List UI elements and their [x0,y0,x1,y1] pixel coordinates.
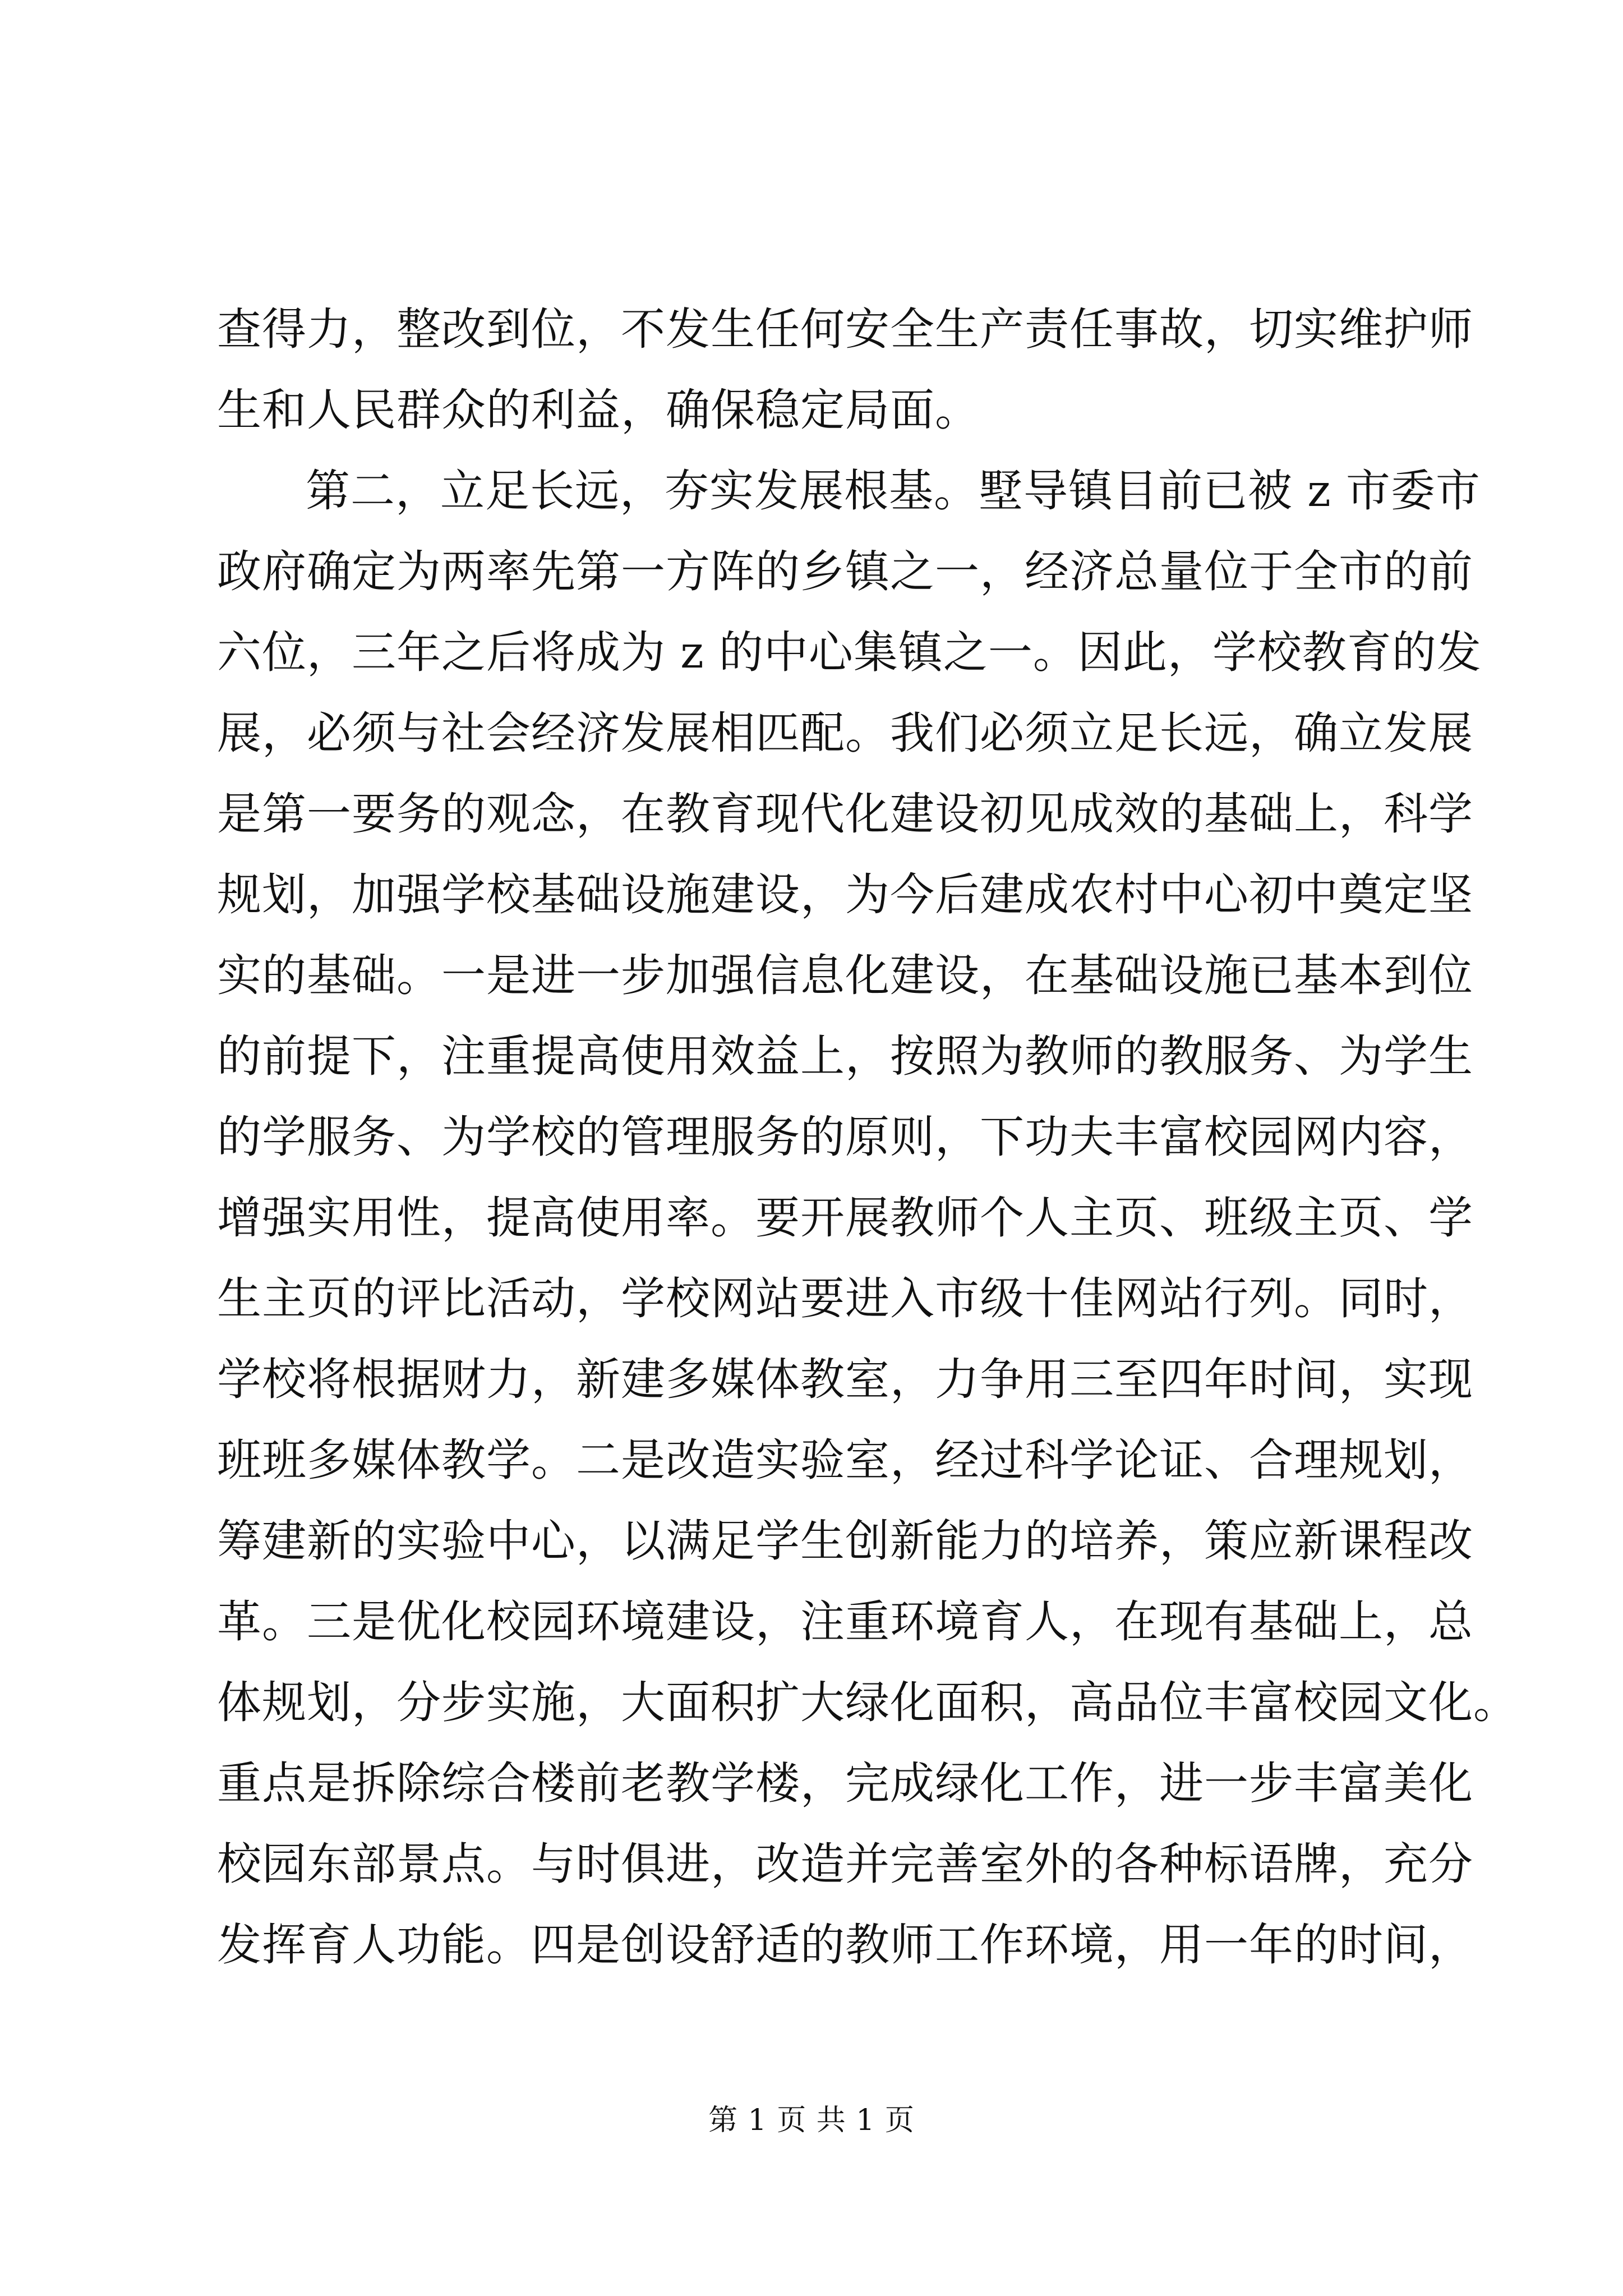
paragraph-line: 生主页的评比活动，学校网站要进入市级十佳网站行列。同时， [217,1273,1473,1324]
paragraph-line: 革。三是优化校园环境建设，注重环境育人，在现有基础上，总 [217,1596,1473,1648]
paragraph-line: 政府确定为两率先第一方阵的乡镇之一，经济总量位于全市的前 [217,546,1473,597]
paragraph-line: 生和人民群众的利益，确保稳定局面。 [217,384,980,436]
paragraph-line: 规划，加强学校基础设施建设，为今后建成农村中心初中奠定坚 [217,869,1473,921]
paragraph-line: 实的基础。一是进一步加强信息化建设，在基础设施已基本到位 [217,950,1473,1001]
paragraph-line: 班班多媒体教学。二是改造实验室，经过科学论证、合理规划， [217,1434,1473,1486]
document-body [217,289,1518,1985]
paragraph-line: 第二，立足长远，夯实发展根基。墅导镇目前已被 z 市委市 [306,465,1481,517]
paragraph-line: 是第一要务的观念，在教育现代化建设初见成效的基础上，科学 [217,788,1473,840]
paragraph-line: 发挥育人功能。四是创设舒适的教师工作环境，用一年的时间， [217,1919,1473,1971]
paragraph-line: 重点是拆除综合楼前老教学楼，完成绿化工作，进一步丰富美化 [217,1757,1473,1809]
paragraph-line: 的前提下，注重提高使用效益上，按照为教师的教服务、为学生 [217,1030,1473,1082]
paragraph-line: 查得力，整改到位，不发生任何安全生产责任事故，切实维护师 [217,303,1473,355]
paragraph-line: 增强实用性，提高使用率。要开展教师个人主页、班级主页、学 [217,1192,1473,1244]
page-footer: 第 1 页 共 1 页 [708,2104,915,2137]
paragraph-line: 展，必须与社会经济发展相匹配。我们必须立足长远，确立发展 [217,707,1473,759]
paragraph-line: 体规划，分步实施，大面积扩大绿化面积，高品位丰富校园文化。 [217,1677,1518,1728]
paragraph-line: 学校将根据财力，新建多媒体教室，力争用三至四年时间，实现 [217,1354,1473,1405]
paragraph-line: 筹建新的实验中心，以满足学生创新能力的培养，策应新课程改 [217,1515,1473,1567]
paragraph-line: 校园东部景点。与时俱进，改造并完善室外的各种标语牌，充分 [217,1838,1473,1890]
paragraph-line: 六位，三年之后将成为 z 的中心集镇之一。因此，学校教育的发 [217,627,1482,678]
paragraph-line: 的学服务、为学校的管理服务的原则，下功夫丰富校园网内容， [217,1111,1473,1163]
